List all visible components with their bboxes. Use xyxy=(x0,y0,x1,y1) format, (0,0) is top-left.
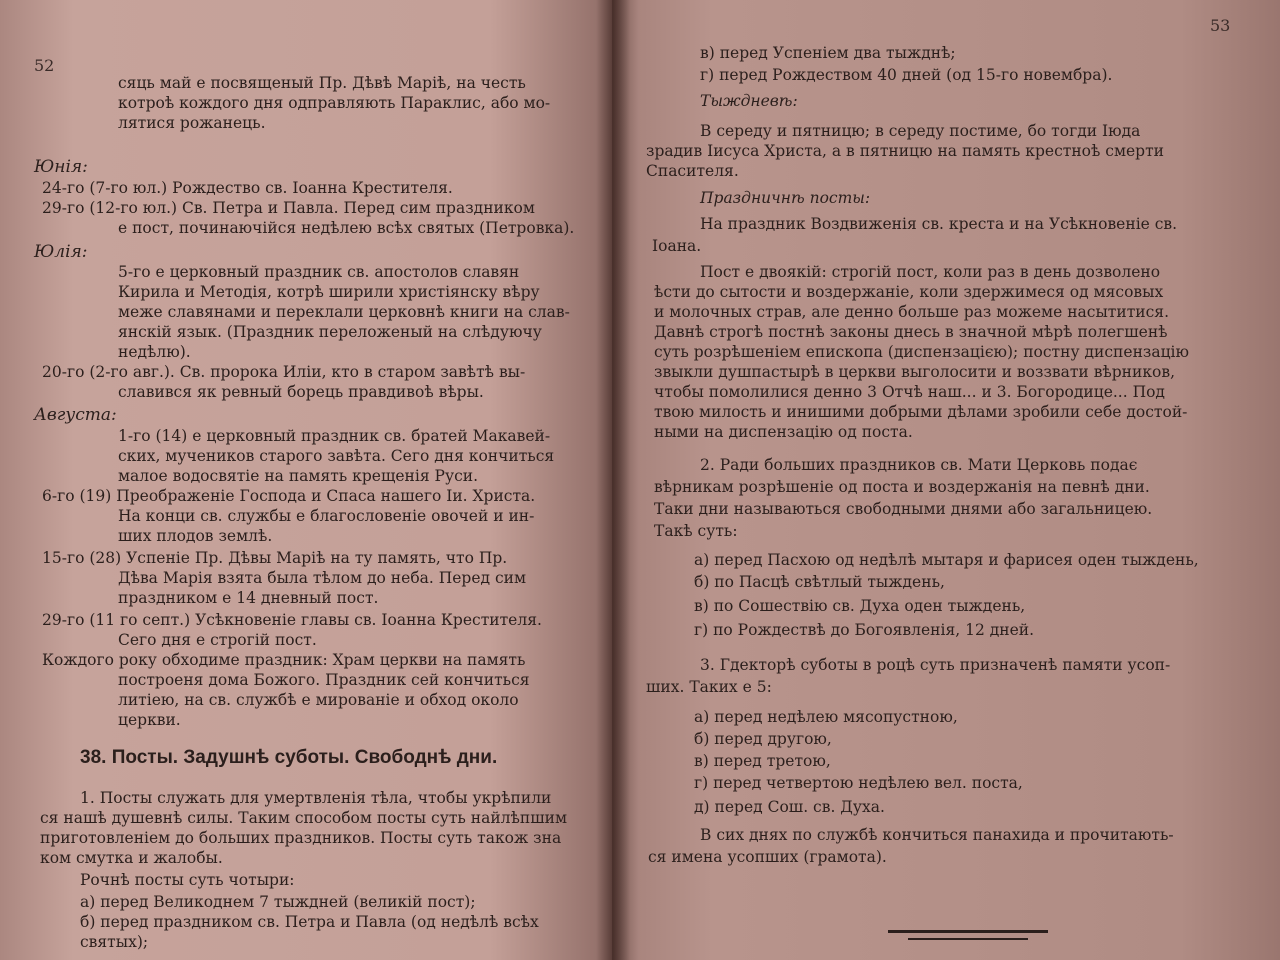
text-line: Пост е двоякій: строгій пост, коли раз в день дозволено xyxy=(700,263,1161,281)
text-line: 1-го (14) е церковный праздник св. братей Макавей- xyxy=(118,427,551,445)
text-line: суть розрѣшеніем епископа (диспензацією); постну диспензацію xyxy=(654,343,1190,361)
text-line: е пост, починаючійся недѣлею всѣх святых (Петровка). xyxy=(118,219,575,237)
text-line: 1. Посты служать для умертвленія тѣла, чтобы укрѣпили xyxy=(80,789,552,807)
text-line: Тыждневѣ: xyxy=(700,92,798,110)
text-line: литіею, на св. службѣ е мированіе и обход около xyxy=(118,691,519,709)
end-rule xyxy=(908,938,1028,940)
text-line: ся нашѣ душевнѣ силы. Таким способом посты суть найлѣпшим xyxy=(40,809,567,827)
text-line: вѣрникам розрѣшеніе од поста и воздержанія на певнѣ дни. xyxy=(654,478,1150,496)
text-line: ком смутка и жалобы. xyxy=(40,849,223,867)
text-line: б) перед праздником св. Петра и Павла (од недѣлѣ всѣх xyxy=(80,913,539,931)
text-line: г) по Рождествѣ до Богоявленія, 12 дней. xyxy=(694,621,1035,639)
text-line: На конци св. службы е благословеніе овочей и ин- xyxy=(118,507,535,525)
right-page xyxy=(612,0,1280,960)
text-line: церкви. xyxy=(118,711,181,729)
text-line: Давнѣ строгѣ постнѣ законы днесь в значной мѣрѣ полегшенѣ xyxy=(654,323,1168,341)
section-heading: Юнія: xyxy=(34,157,88,177)
text-line: ших плодов землѣ. xyxy=(118,527,273,545)
text-line: Іоана. xyxy=(652,237,702,255)
text-line: 24-го (7-го юл.) Рождество св. Іоанна Крестителя. xyxy=(42,179,453,197)
text-line: 20-го (2-го авг.). Св. пророка Иліи, кто в старом завѣтѣ вы- xyxy=(42,363,526,381)
text-line: святых); xyxy=(80,933,149,951)
text-line: 15-го (28) Успеніе Пр. Дѣвы Маріѣ на ту память, что Пр. xyxy=(42,549,508,567)
text-line: ших. Таких е 5: xyxy=(646,678,772,696)
text-line: а) перед Пасхою од недѣлѣ мытаря и фарисея оден тыждень, xyxy=(694,551,1199,569)
chapter-heading: 38. Посты. Задушнѣ суботы. Свободнѣ дни. xyxy=(80,747,498,768)
text-line: б) перед другою, xyxy=(694,730,832,748)
text-line: ѣсти до сытости и воздержаніе, коли здержимеся од мясовых xyxy=(654,283,1164,301)
text-line: ными на диспензацію од поста. xyxy=(654,423,913,441)
text-line: в) перед Успеніем два тыжднѣ; xyxy=(700,44,956,62)
text-line: 5-го е церковный праздник св. апостолов славян xyxy=(118,263,520,281)
text-line: недѣлю). xyxy=(118,343,191,361)
text-line: Таки дни называються свободными днями або загальницею. xyxy=(654,500,1153,518)
text-line: В сих днях по службѣ кончиться панахида и прочитають- xyxy=(700,826,1174,844)
text-line: 29-го (12-го юл.) Св. Петра и Павла. Перед сим праздником xyxy=(42,199,535,217)
text-line: а) перед Великоднем 7 тыждней (великій пост); xyxy=(80,893,476,911)
text-line: а) перед недѣлею мясопустною, xyxy=(694,708,958,726)
text-line: 6-го (19) Преображеніе Господа и Спаса нашего Іи. Христа. xyxy=(42,487,536,505)
text-line: г) перед Рождеством 40 дней (од 15-го новембра). xyxy=(700,66,1113,84)
text-line: б) по Пасцѣ свѣтлый тыждень, xyxy=(694,573,945,591)
text-line: твою милость и инишими добрыми дѣлами зробили себе достой- xyxy=(654,403,1188,421)
text-line: лятися рожанець. xyxy=(118,114,266,132)
text-line: г) перед четвертою недѣлею вел. поста, xyxy=(694,774,1023,792)
end-rule xyxy=(888,930,1048,933)
text-line: чтобы помолилися денно 3 Отчѣ наш... и 3. Богородице... Под xyxy=(654,383,1165,401)
text-line: приготовленіем до больших праздников. Посты суть також зна xyxy=(40,829,562,847)
text-line: 3. Гдекторѣ суботы в роцѣ суть призначенѣ памяти усоп- xyxy=(700,656,1171,674)
text-line: Спасителя. xyxy=(646,162,739,180)
text-line: построеня дома Божого. Праздник сей кончиться xyxy=(118,671,530,689)
text-line: праздником е 14 дневный пост. xyxy=(118,589,379,607)
section-heading: Августа: xyxy=(34,405,117,425)
text-line: сяць май е посвященый Пр. Дѣвѣ Маріѣ, на честь xyxy=(118,74,526,92)
text-line: На праздник Воздвиженія св. креста и на Усѣкновеніе св. xyxy=(700,215,1178,233)
text-line: Кирила и Методія, котрѣ ширили христіянску вѣру xyxy=(118,283,540,301)
text-line: д) перед Сош. св. Духа. xyxy=(694,798,885,816)
text-line: Сего дня е строгій пост. xyxy=(118,631,317,649)
text-line: В середу и пятницю; в середу постиме, бо тогди Іюда xyxy=(700,122,1141,140)
text-line: Такѣ суть: xyxy=(654,522,738,540)
text-line: янскій язык. (Праздник переложеный на слѣдуючу xyxy=(118,323,542,341)
text-line: ских, мучеников старого завѣта. Сего дня кончиться xyxy=(118,447,555,465)
text-line: звыкли душпастырѣ в церкви выголосити и воззвати вѣрников, xyxy=(654,363,1176,381)
text-line: меже славянами и переклали церковнѣ книги на слав- xyxy=(118,303,570,321)
text-line: зрадив Іисуса Христа, а в пятницю на память крестноѣ смерти xyxy=(646,142,1165,160)
left-page xyxy=(0,0,612,960)
text-line: в) перед третою, xyxy=(694,752,831,770)
text-line: в) по Сошествію св. Духа оден тыждень, xyxy=(694,597,1026,615)
text-line: 2. Ради больших праздников св. Мати Церковь подає xyxy=(700,456,1138,474)
book-gutter xyxy=(596,0,630,960)
text-line: и молочных страв, але денно больше раз можеме насытитися. xyxy=(654,303,1169,321)
text-line: славився як ревный борець правдивоѣ вѣры. xyxy=(118,383,484,401)
text-line: Дѣва Марія взята была тѣлом до неба. Перед сим xyxy=(118,569,527,587)
text-line: котроѣ кождого дня одправляють Параклис, або мо- xyxy=(118,94,551,112)
page-number: 53 xyxy=(1210,16,1231,35)
text-line: Рочнѣ посты суть чотыри: xyxy=(80,871,295,889)
section-heading: Юлія: xyxy=(34,242,88,262)
page-number: 52 xyxy=(34,56,55,75)
text-line: 29-го (11 го септ.) Усѣкновеніе главы св. Іоанна Крестителя. xyxy=(42,611,542,629)
text-line: Кождого року обходиме праздник: Храм церкви на память xyxy=(42,651,526,669)
text-line: ся имена усопших (грамота). xyxy=(648,848,887,866)
text-line: Праздничнѣ посты: xyxy=(700,189,871,207)
text-line: малое водосвятіе на память крещенія Руси. xyxy=(118,467,479,485)
